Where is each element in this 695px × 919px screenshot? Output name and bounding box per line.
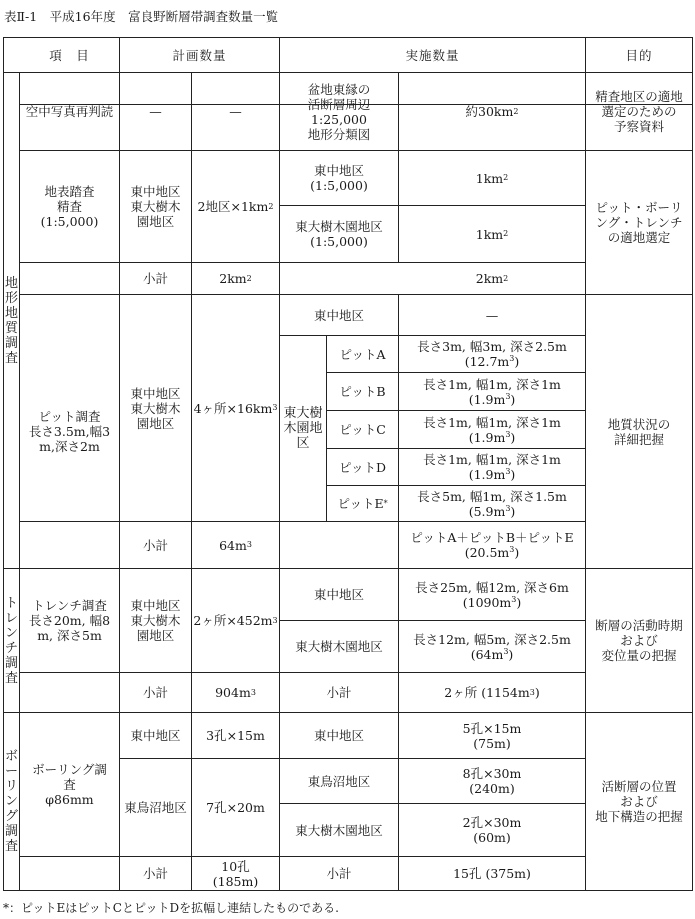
aerial-plan-qty: — [229,104,242,119]
pit-purpose: 地質状況の 詳細把握 [607,416,671,447]
pit-subtotal-actual-volume: (20.5m [464,545,510,560]
aerial-actual-qty-value: 約30km [465,104,514,119]
boring-subtotal-actual: 15孔 (375m) [453,866,531,881]
header-actual: 実施数量 [405,47,460,63]
pit-c-name: ピットC [339,422,386,437]
pit-b-name: ピットB [339,384,386,399]
pit-b-volume-line [469,392,516,407]
pit-a-volume: (12.7m [464,354,510,369]
pit-d-dims: 長さ1m, 幅1m, 深さ1m [423,452,561,467]
trench-subtotal-actual-label: 小計 [326,685,352,700]
pit-b-volume: (1.9m [468,391,506,407]
trench-actual-qty-2-volume-end: ) [508,646,514,662]
pit-subtotal-plan-value: 64m [219,537,247,553]
pit-item: ピット調査 長さ3.5m,幅3 m,深さ2m [28,409,111,454]
trench-subtotal-plan-value: 904m [215,685,251,700]
pit-e-qty [399,486,585,521]
trench-actual-qty-1-volume-sup: 3 [511,594,517,604]
pit-a-qty [399,336,585,372]
pit-b-volume-end: ) [510,391,516,407]
trench-actual-qty-2 [399,621,585,672]
survey-plan-qty-value: 2地区×1km [197,199,269,214]
section-label-trench: トレンチ調査 [5,595,19,686]
survey-actual-qty-2-value: 1km [475,226,504,242]
aerial-actual-desc: 盆地東縁の 活断層周辺 1:25,000 地形分類図 [307,81,371,142]
section-label-boring: ボーリング調査 [5,749,19,854]
pit-e-volume: (5.9m [468,503,506,519]
pit-c-volume-end: ) [510,429,516,445]
boring-actual-area-3: 東大樹木園地区 [295,822,383,838]
section-label-geology: 地形地質調査 [5,275,19,366]
pit-e-volume-line [469,504,516,519]
pit-east-qty: — [485,307,499,323]
pit-e-volume-end: ) [510,503,516,519]
boring-actual-qty-3: 2孔×30m (60m) [462,815,522,845]
boring-purpose: 活断層の位置 および 地下構造の把握 [595,779,683,824]
trench-plan-qty-value: 2ヶ所×452m [193,613,273,628]
trench-actual-qty-1-dims: 長さ25m, 幅12m, 深さ6m [415,579,569,595]
pit-c-qty [399,411,585,448]
pit-a-volume-end: ) [514,354,520,369]
survey-subtotal-actual-value: 2km [475,271,504,286]
trench-plan-area: 東中地区 東大樹木 園地区 [130,598,181,643]
pit-e-name-text: ピットE [337,496,384,511]
aerial-purpose: 精査地区の適地 選定のための 予察資料 [595,89,683,134]
boring-subtotal-label: 小計 [142,866,168,881]
boring-plan-qty-2: 7孔×20m [206,800,265,815]
pit-c-volume: (1.9m [468,429,506,445]
survey-actual-area-2: 東大樹木園地区 (1:5,000) [295,219,383,249]
trench-subtotal-plan: 904m 3 [215,685,256,700]
header-planned: 計画数量 [172,47,227,63]
pit-b-dims: 長さ1m, 幅1m, 深さ1m [423,376,561,392]
header-item: 項 目 [49,47,90,63]
survey-plan-area: 東中地区 東大樹木 園地区 [130,184,181,229]
survey-item: 地表踏査 精査 (1:5,000) [40,184,99,229]
pit-d-volume-sup: 3 [505,466,511,476]
pit-subtotal-actual-pits: ピットA＋ピットB＋ピットE [410,530,574,545]
trench-subtotal-actual-value: 2ヶ所 (1154m [444,685,530,700]
trench-actual-qty-1-volume-line [463,595,522,610]
pit-subtotal-actual [399,522,585,568]
table-title: 表Ⅱ-1 平成16年度 富良野断層帯調査数量一覧 [4,9,279,24]
pit-d-qty [399,449,585,485]
pit-a-name: ピットA [339,346,386,362]
boring-plan-qty-1: 3孔×15m [206,728,265,743]
aerial-item: 空中写真再判読 [25,104,114,119]
survey-actual-qty-1-value: 1km [475,170,504,186]
pit-subtotal-plan: 64m 3 [219,537,252,553]
trench-actual-qty-1-volume: (1090m [462,594,512,610]
pit-subtotal-label: 小計 [142,537,168,553]
pit-plan-qty: 4ヶ所×16km 3 [193,400,278,416]
trench-actual-qty-2-dims: 長さ12m, 幅5m, 深さ2.5m [413,631,571,647]
trench-plan-qty: 2ヶ所×452m 3 [193,613,278,628]
footnote: *：ピットEはピットCとピットDを拡幅し連結したものである. [3,901,339,915]
pit-c-volume-line [469,430,516,445]
boring-item: ボーリング調 査 φ86mm [32,762,107,807]
pit-tree-area: 東大樹木園地区 [283,406,323,451]
trench-subtotal-label: 小計 [142,685,168,700]
pit-plan-area: 東中地区 東大樹木 園地区 [130,385,181,431]
header-purpose: 目的 [625,47,653,63]
survey-actual-area-1: 東中地区 (1:5,000) [310,163,368,193]
survey-subtotal-actual: 2km 2 [475,271,509,286]
survey-actual-qty-2: 1km 2 [475,226,509,242]
pit-a-volume-sup: 3 [509,353,515,363]
pit-d-volume: (1.9m [468,467,506,482]
survey-subtotal-plan: 2km 2 [219,271,252,286]
pit-subtotal-actual-volume-line [465,545,520,560]
trench-actual-area-1: 東中地区 [313,587,364,602]
boring-subtotal-plan: 10孔 (185m) [212,858,259,889]
survey-subtotal-plan-value: 2km [219,271,247,286]
trench-item: トレンチ調査 長さ20m, 幅8 m, 深さ5m [28,598,111,643]
pit-subtotal-actual-volume-sup: 3 [509,544,515,554]
boring-plan-area-1: 東中地区 [130,728,181,743]
aerial-actual-qty: 約30km 2 [465,104,519,119]
pit-b-qty [399,373,585,410]
pit-c-volume-sup: 3 [505,429,511,439]
trench-actual-qty-2-volume-sup: 3 [503,646,509,656]
boring-subtotal-actual-label: 小計 [326,866,352,881]
pit-c-dims: 長さ1m, 幅1m, 深さ1m [423,414,561,430]
pit-b-volume-sup: 3 [505,391,511,401]
boring-plan-area-2: 東鳥沼地区 [124,800,187,815]
survey-plan-qty: 2地区×1km 2 [197,199,274,214]
boring-actual-area-2: 東鳥沼地区 [307,773,371,789]
survey-purpose: ピット・ボーリ ング・トレンチ の適地選定 [595,200,683,245]
survey-actual-qty-1: 1km 2 [475,170,509,186]
pit-d-name: ピットD [338,459,387,475]
trench-actual-qty-1-volume-end: ) [516,594,522,610]
pit-d-volume-line [469,467,516,482]
pit-plan-qty-value: 4ヶ所×16km [193,400,273,416]
pit-a-dims: 長さ3m, 幅3m, 深さ2.5m [417,339,567,354]
trench-subtotal-actual-end: ) [534,685,540,700]
trench-actual-qty-2-volume: (64m [470,646,504,662]
pit-east-area: 東中地区 [313,307,364,323]
trench-subtotal-actual: 2ヶ所 (1154m 3 ) [444,685,540,700]
trench-actual-area-2: 東大樹木園地区 [295,639,383,654]
pit-e-name: ピットE * [337,496,388,511]
pit-e-dims: 長さ5m, 幅1m, 深さ1.5m [417,488,567,504]
pit-e-volume-sup: 3 [505,503,511,513]
pit-subtotal-actual-volume-end: ) [514,545,520,560]
boring-actual-qty-2: 8孔×30m (240m) [462,766,522,796]
pit-a-volume-line [465,354,520,369]
pit-d-volume-end: ) [510,467,516,482]
aerial-plan-area: — [149,104,162,119]
survey-subtotal-label: 小計 [142,271,168,286]
boring-actual-qty-1: 5孔×15m (75m) [462,720,522,751]
trench-actual-qty-1 [399,569,585,620]
trench-actual-qty-2-volume-line [471,647,514,662]
trench-purpose: 断層の活動時期 および 変位量の把握 [595,618,683,663]
boring-actual-area-1: 東中地区 [313,728,364,743]
